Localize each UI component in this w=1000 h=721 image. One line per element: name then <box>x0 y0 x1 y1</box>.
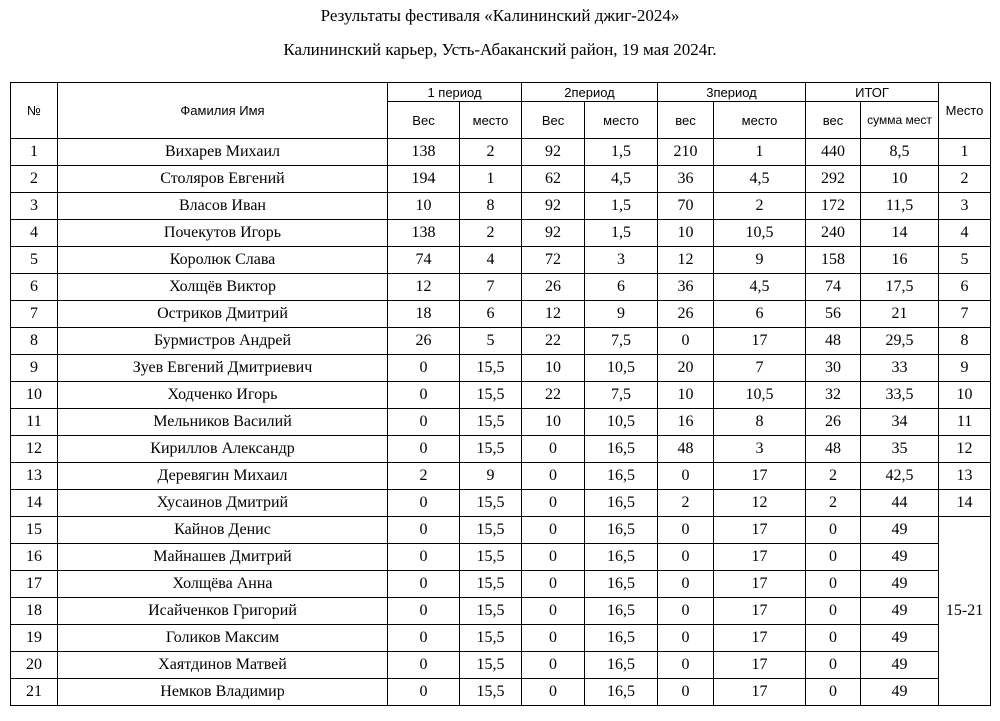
p3-weight: 210 <box>658 139 714 166</box>
p3-place: 4,5 <box>714 166 806 193</box>
table-row <box>11 436 991 463</box>
row-number: 4 <box>11 220 58 247</box>
p2-weight: 22 <box>522 382 585 409</box>
p1-weight: 0 <box>388 517 460 544</box>
p1-weight: 0 <box>388 382 460 409</box>
p3-weight: 10 <box>658 220 714 247</box>
total-weight: 0 <box>806 571 861 598</box>
p3-weight: 0 <box>658 544 714 571</box>
row-number: 10 <box>11 382 58 409</box>
table-row <box>11 652 991 679</box>
p3-place: 7 <box>714 355 806 382</box>
table-row <box>11 301 991 328</box>
sum-places: 21 <box>861 301 939 328</box>
sum-places: 49 <box>861 598 939 625</box>
total-weight: 56 <box>806 301 861 328</box>
row-number: 21 <box>11 679 58 706</box>
row-number: 16 <box>11 544 58 571</box>
p1-place: 15,5 <box>460 490 522 517</box>
total-weight: 240 <box>806 220 861 247</box>
final-place: 13 <box>939 463 991 490</box>
sum-places: 49 <box>861 679 939 706</box>
table-row <box>11 598 991 625</box>
p3-weight: 36 <box>658 274 714 301</box>
p1-weight: 18 <box>388 301 460 328</box>
row-number: 9 <box>11 355 58 382</box>
table-row <box>11 571 991 598</box>
row-number: 1 <box>11 139 58 166</box>
p2-place: 16,5 <box>585 571 658 598</box>
document-subtitle: Калининский карьер, Усть-Абаканский район, 19 мая 2024г. <box>283 40 717 59</box>
p3-weight: 10 <box>658 382 714 409</box>
p3-place: 2 <box>714 193 806 220</box>
total-weight: 2 <box>806 463 861 490</box>
final-place: 10 <box>939 382 991 409</box>
row-number: 3 <box>11 193 58 220</box>
total-weight: 30 <box>806 355 861 382</box>
p3-place: 1 <box>714 139 806 166</box>
header-total-weight: вес <box>806 102 861 139</box>
participant-name: Исайченков Григорий <box>58 598 388 625</box>
header-p2-place: место <box>585 102 658 139</box>
participant-name: Власов Иван <box>58 193 388 220</box>
p1-place: 15,5 <box>460 382 522 409</box>
p2-place: 16,5 <box>585 598 658 625</box>
p2-place: 10,5 <box>585 355 658 382</box>
p1-place: 15,5 <box>460 544 522 571</box>
total-weight: 26 <box>806 409 861 436</box>
p2-weight: 12 <box>522 301 585 328</box>
p3-weight: 36 <box>658 166 714 193</box>
p3-weight: 0 <box>658 571 714 598</box>
p2-weight: 0 <box>522 490 585 517</box>
participant-name: Кириллов Александр <box>58 436 388 463</box>
table-row <box>11 409 991 436</box>
row-number: 6 <box>11 274 58 301</box>
p1-place: 15,5 <box>460 598 522 625</box>
p3-place: 10,5 <box>714 220 806 247</box>
participant-name: Холщёва Анна <box>58 571 388 598</box>
header-p1-place: место <box>460 102 522 139</box>
total-weight: 0 <box>806 544 861 571</box>
row-number: 13 <box>11 463 58 490</box>
total-weight: 0 <box>806 652 861 679</box>
p2-place: 1,5 <box>585 193 658 220</box>
p1-place: 8 <box>460 193 522 220</box>
participant-name: Майнашев Дмитрий <box>58 544 388 571</box>
final-place: 5 <box>939 247 991 274</box>
p3-place: 17 <box>714 328 806 355</box>
header-number: № <box>11 83 58 139</box>
final-place: 9 <box>939 355 991 382</box>
total-weight: 0 <box>806 679 861 706</box>
total-weight: 0 <box>806 598 861 625</box>
total-weight: 48 <box>806 436 861 463</box>
total-weight: 2 <box>806 490 861 517</box>
p1-place: 15,5 <box>460 625 522 652</box>
p2-place: 3 <box>585 247 658 274</box>
sum-places: 49 <box>861 625 939 652</box>
total-weight: 48 <box>806 328 861 355</box>
p3-place: 8 <box>714 409 806 436</box>
sum-places: 44 <box>861 490 939 517</box>
p1-place: 15,5 <box>460 679 522 706</box>
p2-weight: 0 <box>522 625 585 652</box>
results-body <box>11 139 991 706</box>
table-row <box>11 517 991 544</box>
p1-place: 15,5 <box>460 355 522 382</box>
final-place: 2 <box>939 166 991 193</box>
p3-place: 6 <box>714 301 806 328</box>
p1-place: 15,5 <box>460 517 522 544</box>
row-number: 20 <box>11 652 58 679</box>
p2-weight: 92 <box>522 193 585 220</box>
table-row <box>11 193 991 220</box>
p3-place: 17 <box>714 517 806 544</box>
total-weight: 32 <box>806 382 861 409</box>
p2-place: 6 <box>585 274 658 301</box>
p3-weight: 48 <box>658 436 714 463</box>
p3-weight: 0 <box>658 625 714 652</box>
row-number: 15 <box>11 517 58 544</box>
table-row <box>11 247 991 274</box>
table-row <box>11 139 991 166</box>
p1-place: 2 <box>460 220 522 247</box>
total-weight: 0 <box>806 517 861 544</box>
p2-place: 16,5 <box>585 625 658 652</box>
header-period-3: 3период <box>658 83 806 102</box>
p1-weight: 26 <box>388 328 460 355</box>
p1-weight: 0 <box>388 409 460 436</box>
p2-weight: 0 <box>522 679 585 706</box>
header-p1-weight: Вес <box>388 102 460 139</box>
p3-weight: 12 <box>658 247 714 274</box>
table-row <box>11 463 991 490</box>
row-number: 11 <box>11 409 58 436</box>
header-sum-places: сумма мест <box>861 102 939 139</box>
sum-places: 11,5 <box>861 193 939 220</box>
sum-places: 33 <box>861 355 939 382</box>
p1-weight: 0 <box>388 490 460 517</box>
participant-name: Остриков Дмитрий <box>58 301 388 328</box>
total-weight: 440 <box>806 139 861 166</box>
p3-place: 9 <box>714 247 806 274</box>
final-place: 14 <box>939 490 991 517</box>
p2-weight: 0 <box>522 463 585 490</box>
sum-places: 16 <box>861 247 939 274</box>
p1-weight: 12 <box>388 274 460 301</box>
p2-place: 10,5 <box>585 409 658 436</box>
row-number: 17 <box>11 571 58 598</box>
total-weight: 172 <box>806 193 861 220</box>
p2-weight: 26 <box>522 274 585 301</box>
p3-weight: 0 <box>658 679 714 706</box>
p2-weight: 0 <box>522 436 585 463</box>
sum-places: 17,5 <box>861 274 939 301</box>
p1-weight: 0 <box>388 598 460 625</box>
sum-places: 49 <box>861 571 939 598</box>
p3-place: 17 <box>714 625 806 652</box>
p2-weight: 0 <box>522 544 585 571</box>
sum-places: 35 <box>861 436 939 463</box>
p1-place: 5 <box>460 328 522 355</box>
table-row <box>11 274 991 301</box>
table-row <box>11 220 991 247</box>
p1-weight: 2 <box>388 463 460 490</box>
p3-weight: 26 <box>658 301 714 328</box>
p2-weight: 72 <box>522 247 585 274</box>
p3-place: 17 <box>714 652 806 679</box>
row-number: 12 <box>11 436 58 463</box>
p3-place: 17 <box>714 598 806 625</box>
p2-weight: 10 <box>522 409 585 436</box>
header-period-2: 2период <box>522 83 658 102</box>
p1-place: 15,5 <box>460 652 522 679</box>
participant-name: Зуев Евгений Дмитриевич <box>58 355 388 382</box>
group-place: 15-21 <box>939 517 991 706</box>
row-number: 2 <box>11 166 58 193</box>
participant-name: Королюк Слава <box>58 247 388 274</box>
table-row <box>11 625 991 652</box>
final-place: 6 <box>939 274 991 301</box>
final-place: 8 <box>939 328 991 355</box>
sum-places: 33,5 <box>861 382 939 409</box>
p3-place: 17 <box>714 679 806 706</box>
p2-place: 1,5 <box>585 220 658 247</box>
p3-weight: 20 <box>658 355 714 382</box>
p2-weight: 0 <box>522 517 585 544</box>
row-number: 7 <box>11 301 58 328</box>
total-weight: 74 <box>806 274 861 301</box>
table-row <box>11 490 991 517</box>
row-number: 19 <box>11 625 58 652</box>
p2-place: 4,5 <box>585 166 658 193</box>
p2-place: 16,5 <box>585 490 658 517</box>
header-name: Фамилия Имя <box>58 83 388 139</box>
p2-weight: 62 <box>522 166 585 193</box>
row-number: 14 <box>11 490 58 517</box>
results-table <box>10 82 991 706</box>
p1-place: 15,5 <box>460 409 522 436</box>
header-p2-weight: Вес <box>522 102 585 139</box>
p1-place: 2 <box>460 139 522 166</box>
p2-weight: 10 <box>522 355 585 382</box>
p1-weight: 0 <box>388 544 460 571</box>
p3-weight: 0 <box>658 328 714 355</box>
document-title: Результаты фестиваля «Калининский джиг-2024» <box>320 6 680 25</box>
table-row <box>11 679 991 706</box>
p1-weight: 0 <box>388 436 460 463</box>
total-weight: 0 <box>806 625 861 652</box>
p1-weight: 10 <box>388 193 460 220</box>
final-place: 4 <box>939 220 991 247</box>
table-row <box>11 355 991 382</box>
sum-places: 49 <box>861 544 939 571</box>
participant-name: Деревягин Михаил <box>58 463 388 490</box>
p3-place: 12 <box>714 490 806 517</box>
header-period-1: 1 период <box>388 83 522 102</box>
p2-weight: 0 <box>522 598 585 625</box>
final-place: 7 <box>939 301 991 328</box>
participant-name: Хаятдинов Матвей <box>58 652 388 679</box>
final-place: 11 <box>939 409 991 436</box>
p2-weight: 92 <box>522 139 585 166</box>
p1-weight: 0 <box>388 652 460 679</box>
sum-places: 14 <box>861 220 939 247</box>
p1-weight: 0 <box>388 625 460 652</box>
p3-weight: 70 <box>658 193 714 220</box>
participant-name: Голиков Максим <box>58 625 388 652</box>
p2-place: 7,5 <box>585 328 658 355</box>
participant-name: Кайнов Денис <box>58 517 388 544</box>
p3-weight: 0 <box>658 598 714 625</box>
p3-weight: 16 <box>658 409 714 436</box>
row-number: 8 <box>11 328 58 355</box>
p1-weight: 0 <box>388 355 460 382</box>
header-p3-place: место <box>714 102 806 139</box>
header-p3-weight: вес <box>658 102 714 139</box>
p1-place: 7 <box>460 274 522 301</box>
participant-name: Хусаинов Дмитрий <box>58 490 388 517</box>
p1-place: 15,5 <box>460 571 522 598</box>
participant-name: Бурмистров Андрей <box>58 328 388 355</box>
sum-places: 34 <box>861 409 939 436</box>
p2-place: 16,5 <box>585 544 658 571</box>
table-row <box>11 328 991 355</box>
participant-name: Немков Владимир <box>58 679 388 706</box>
p3-place: 17 <box>714 571 806 598</box>
p3-weight: 0 <box>658 517 714 544</box>
p2-place: 7,5 <box>585 382 658 409</box>
p2-weight: 0 <box>522 652 585 679</box>
p1-place: 4 <box>460 247 522 274</box>
table-row <box>11 166 991 193</box>
participant-name: Столяров Евгений <box>58 166 388 193</box>
p3-place: 17 <box>714 463 806 490</box>
final-place: 3 <box>939 193 991 220</box>
table-row <box>11 544 991 571</box>
p1-place: 6 <box>460 301 522 328</box>
p1-weight: 138 <box>388 139 460 166</box>
p1-weight: 138 <box>388 220 460 247</box>
p1-weight: 0 <box>388 679 460 706</box>
participant-name: Почекутов Игорь <box>58 220 388 247</box>
final-place: 12 <box>939 436 991 463</box>
p2-place: 16,5 <box>585 463 658 490</box>
p2-weight: 92 <box>522 220 585 247</box>
p1-place: 15,5 <box>460 436 522 463</box>
p3-place: 17 <box>714 544 806 571</box>
p3-weight: 2 <box>658 490 714 517</box>
participant-name: Ходченко Игорь <box>58 382 388 409</box>
p2-place: 16,5 <box>585 679 658 706</box>
p3-weight: 0 <box>658 463 714 490</box>
row-number: 5 <box>11 247 58 274</box>
participant-name: Холщёв Виктор <box>58 274 388 301</box>
p1-place: 1 <box>460 166 522 193</box>
p1-weight: 74 <box>388 247 460 274</box>
p1-weight: 0 <box>388 571 460 598</box>
p3-place: 10,5 <box>714 382 806 409</box>
header-place: Место <box>939 83 991 139</box>
header-total: ИТОГ <box>806 83 939 102</box>
sum-places: 10 <box>861 166 939 193</box>
p2-place: 16,5 <box>585 652 658 679</box>
p3-weight: 0 <box>658 652 714 679</box>
p2-weight: 22 <box>522 328 585 355</box>
sum-places: 29,5 <box>861 328 939 355</box>
sum-places: 8,5 <box>861 139 939 166</box>
total-weight: 158 <box>806 247 861 274</box>
p3-place: 4,5 <box>714 274 806 301</box>
participant-name: Вихарев Михаил <box>58 139 388 166</box>
table-row <box>11 382 991 409</box>
p1-place: 9 <box>460 463 522 490</box>
total-weight: 292 <box>806 166 861 193</box>
p2-place: 16,5 <box>585 517 658 544</box>
sum-places: 49 <box>861 652 939 679</box>
p1-weight: 194 <box>388 166 460 193</box>
p2-place: 1,5 <box>585 139 658 166</box>
p2-place: 16,5 <box>585 436 658 463</box>
p2-place: 9 <box>585 301 658 328</box>
p2-weight: 0 <box>522 571 585 598</box>
final-place: 1 <box>939 139 991 166</box>
sum-places: 49 <box>861 517 939 544</box>
participant-name: Мельников Василий <box>58 409 388 436</box>
sum-places: 42,5 <box>861 463 939 490</box>
row-number: 18 <box>11 598 58 625</box>
p3-place: 3 <box>714 436 806 463</box>
